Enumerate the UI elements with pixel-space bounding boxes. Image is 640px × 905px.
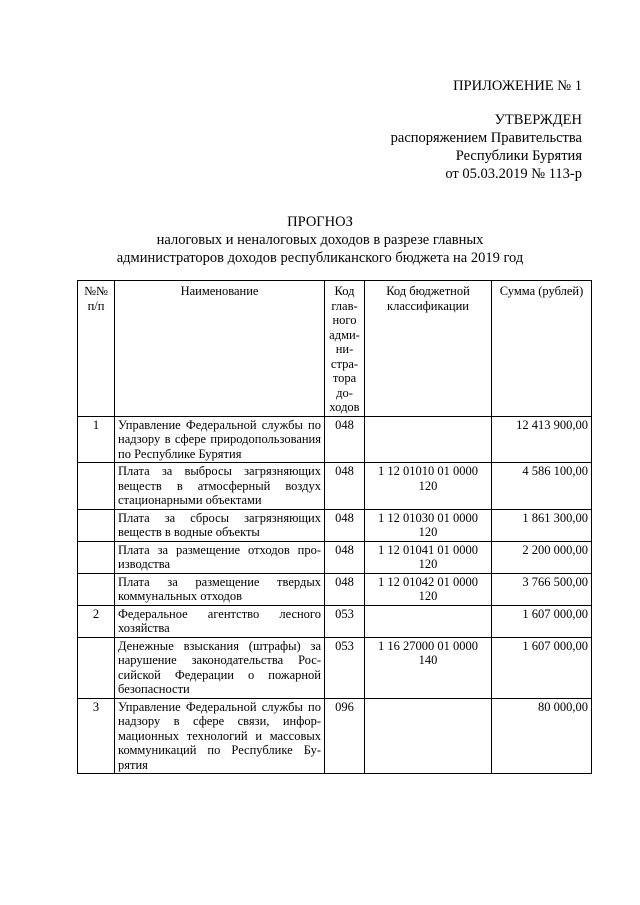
table-row: [78, 463, 592, 510]
row-name: Денежные взыскания (штрафы) за нарушение законодательства Российской Федерации о пожарной безопасности: [115, 637, 325, 698]
row-admin-code: 048: [325, 541, 365, 573]
row-budget-code: 1 12 01010 01 0000 120: [365, 463, 492, 510]
table-row: [78, 637, 592, 698]
row-sum: 2 200 000,00: [492, 541, 592, 573]
approval-header: [391, 77, 582, 183]
row-sum: 3 766 500,00: [492, 573, 592, 605]
row-number: [78, 573, 115, 605]
row-sum: 4 586 100,00: [492, 463, 592, 510]
row-sum: 1 861 300,00: [492, 509, 592, 541]
row-admin-code: 096: [325, 698, 365, 774]
row-admin-code: 053: [325, 605, 365, 637]
column-header-sum: Сумма (рублей): [492, 281, 592, 417]
row-name: Плата за размещение отходов производства: [115, 541, 325, 573]
revenue-forecast-table: [77, 280, 592, 774]
row-sum: 80 000,00: [492, 698, 592, 774]
table-row: [78, 541, 592, 573]
row-number: [78, 637, 115, 698]
table-row: [78, 573, 592, 605]
column-header-kbk: Код бюджетной классификации: [365, 281, 492, 417]
row-budget-code: 1 12 01042 01 0000 120: [365, 573, 492, 605]
row-sum: 1 607 000,00: [492, 637, 592, 698]
approved-by-line-1: распоряжением Правительства: [390, 130, 582, 146]
row-name: Плата за размещение твердых коммунальных отходов: [115, 573, 325, 605]
row-budget-code: [365, 416, 492, 463]
row-sum: 12 413 900,00: [492, 416, 592, 463]
table-header-row: [78, 281, 592, 417]
approved-label: УТВЕРЖДЕН: [494, 112, 582, 128]
row-budget-code: [365, 605, 492, 637]
row-number: [78, 541, 115, 573]
table-row: [78, 509, 592, 541]
row-number: [78, 463, 115, 510]
row-admin-code: 053: [325, 637, 365, 698]
row-name: Управление Федеральной службы по надзору в сфере природопользования по Республике Бурятия: [115, 416, 325, 463]
row-number: [78, 509, 115, 541]
table-row: [78, 698, 592, 774]
table-row: [78, 605, 592, 637]
row-number: 1: [78, 416, 115, 463]
column-header-num: №№ п/п: [78, 281, 115, 417]
row-admin-code: 048: [325, 463, 365, 510]
row-budget-code: 1 12 01041 01 0000 120: [365, 541, 492, 573]
title-line-2: налоговых и неналоговых доходов в разрезе главных: [156, 232, 484, 248]
document-title: [0, 213, 640, 267]
row-name: Плата за выбросы загрязняющих веществ в атмосферный воздух стационарными объектами: [115, 463, 325, 510]
row-admin-code: 048: [325, 573, 365, 605]
title-line-1: ПРОГНОЗ: [287, 214, 353, 230]
row-name: Плата за сбросы загрязняющих веществ в водные объекты: [115, 509, 325, 541]
appendix-number: ПРИЛОЖЕНИЕ № 1: [453, 78, 582, 94]
row-budget-code: [365, 698, 492, 774]
approved-by-line-2: Республики Бурятия: [455, 148, 582, 164]
row-budget-code: 1 12 01030 01 0000 120: [365, 509, 492, 541]
row-name: Управление Федеральной службы по надзору в сфере связи, информационных технологий и массовых коммуникаций по Республике Бурятия: [115, 698, 325, 774]
table-row: [78, 416, 592, 463]
row-admin-code: 048: [325, 416, 365, 463]
column-header-name: Наименование: [115, 281, 325, 417]
row-name: Федеральное агентство лесного хозяйства: [115, 605, 325, 637]
row-admin-code: 048: [325, 509, 365, 541]
approval-date: от 05.03.2019 № 113-р: [445, 166, 582, 182]
row-budget-code: 1 16 27000 01 0000 140: [365, 637, 492, 698]
title-line-3: администраторов доходов республиканского бюджета на 2019 год: [116, 250, 524, 266]
column-header-code: Код главного администратора доходов: [325, 281, 365, 417]
row-sum: 1 607 000,00: [492, 605, 592, 637]
row-number: 2: [78, 605, 115, 637]
row-number: 3: [78, 698, 115, 774]
